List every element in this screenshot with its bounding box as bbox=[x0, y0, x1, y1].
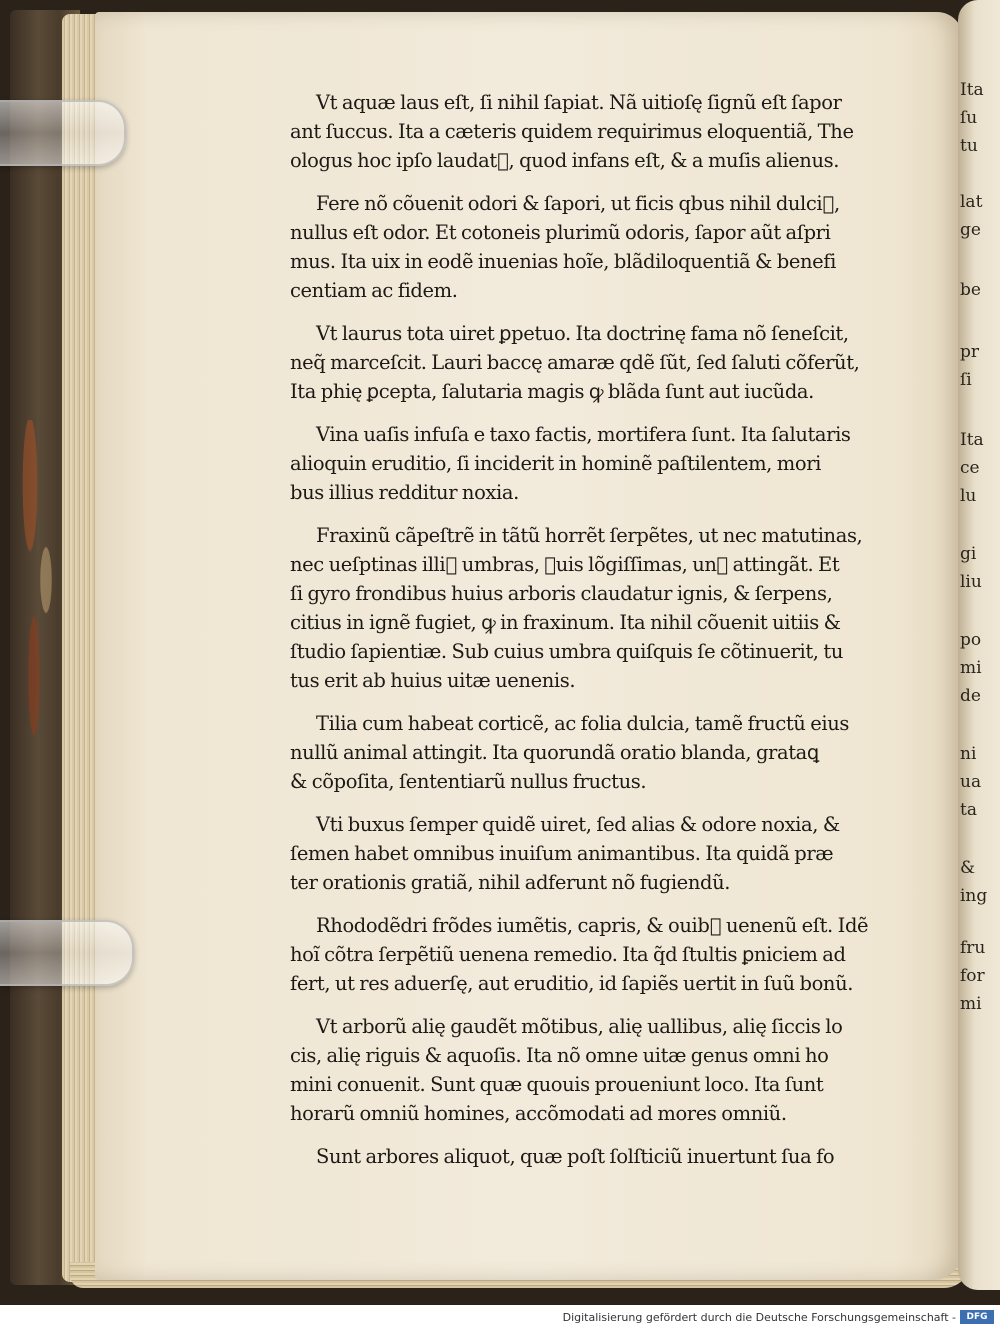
facing-page-fragment: ſu bbox=[960, 108, 978, 128]
text-line: nullus eſt odor. Et cotoneis plurimũ odoris, ſapor aũt aſpri bbox=[290, 221, 831, 244]
text-line: neq̃ marceſcit. Lauri baccę amaræ qdẽ ſũt, ſed ſaluti cõferũt, bbox=[290, 351, 860, 374]
text-line: & cõpoſita, ſententiarũ nullus fructus. bbox=[290, 770, 647, 793]
text-line: fert, ut res aduerſę, aut eruditio, id ſapiẽs uertit in ſuũ bonũ. bbox=[290, 972, 854, 995]
facing-page-fragment: pr bbox=[960, 342, 980, 362]
text-line: hoĩ cõtra ſerpẽtiũ uenena remedio. Ita q̃d ſtultis ꝑniciem ad bbox=[290, 943, 846, 966]
facing-page-fragment: mi bbox=[960, 658, 982, 678]
facing-page-fragment: tu bbox=[960, 136, 978, 156]
text-line: Rhododẽdri frõdes iumẽtis, capris, & ouib᷒ uenenũ eſt. Idẽ bbox=[316, 914, 869, 937]
paragraph bbox=[290, 709, 885, 796]
facing-page-fragment: gi bbox=[960, 544, 977, 564]
text-line: nullũ animal attingit. Ita quorundã oratio blanda, grataꝗ bbox=[290, 741, 819, 764]
text-line: mus. Ita uix in eodẽ inuenias hoĩe, blãdiloquentiã & benefi bbox=[290, 250, 836, 273]
facing-page-fragment: ce bbox=[960, 458, 980, 478]
text-line: ſi gyro frondibus huius arboris claudatur ignis, & ſerpens, bbox=[290, 582, 833, 605]
facing-page-fragment: ing bbox=[960, 886, 988, 906]
funding-credit: Digitalisierung gefördert durch die Deutsche Forschungsgemeinschaft - bbox=[562, 1311, 956, 1324]
facing-page-fragment: ta bbox=[960, 800, 977, 820]
facing-page-fragment: for bbox=[960, 966, 985, 986]
book-clamp-top bbox=[0, 100, 126, 166]
facing-page-edge bbox=[958, 0, 1000, 1290]
facing-page-fragment: lat bbox=[960, 192, 983, 212]
facing-page-fragment: lu bbox=[960, 486, 977, 506]
text-line: ter orationis gratiã, nihil adferunt nõ fugiendũ. bbox=[290, 871, 731, 894]
facing-page-fragment: de bbox=[960, 686, 981, 706]
facing-page-fragment: mi bbox=[960, 994, 982, 1014]
paragraph bbox=[290, 189, 885, 305]
paragraph bbox=[290, 319, 885, 406]
paragraph bbox=[290, 1012, 885, 1128]
text-line: cis, alię riguis & aquoſis. Ita nõ omne uitæ genus omni ho bbox=[290, 1044, 829, 1067]
text-line: mini conuenit. Sunt quæ quouis proueniunt loco. Ita ſunt bbox=[290, 1073, 824, 1096]
book-clamp-bottom bbox=[0, 920, 134, 986]
text-line: bus illius redditur noxia. bbox=[290, 481, 519, 504]
text-line: alioquin eruditio, ſi inciderit in hominẽ paſtilentem, mori bbox=[290, 452, 821, 475]
text-line: ant ſuccus. Ita a cæteris quidem requirimus eloquentiã, The bbox=[290, 120, 854, 143]
text-line: Fere nõ cõuenit odori & ſapori, ut ficis qbus nihil dulci᷒, bbox=[316, 192, 840, 215]
facing-page-fragment: be bbox=[960, 280, 981, 300]
text-line: Vti buxus ſemper quidẽ uiret, ſed alias & odore noxia, & bbox=[316, 813, 840, 836]
facing-page-fragment: liu bbox=[960, 572, 982, 592]
facing-page-fragment: ge bbox=[960, 220, 981, 240]
text-line: horarũ omniũ homines, accõmodati ad mores omniũ. bbox=[290, 1102, 787, 1125]
paragraph bbox=[290, 420, 885, 507]
facing-page-fragment: fru bbox=[960, 938, 986, 958]
text-line: nec ueſptinas illi᷒ umbras, ꝙuis lõgiſſimas, unꝙ attingãt. Et bbox=[290, 553, 840, 576]
paragraph bbox=[290, 521, 885, 695]
text-line: Sunt arbores aliquot, quæ poſt ſolſticiũ inuertunt ſua fo bbox=[316, 1145, 835, 1168]
facing-page-fragment: ua bbox=[960, 772, 982, 792]
text-line: tus erit ab huius uitæ uenenis. bbox=[290, 669, 576, 692]
text-line: Vina uaſis infuſa e taxo factis, mortifera ſunt. Ita ſalutaris bbox=[316, 423, 851, 446]
text-line: Tilia cum habeat corticẽ, ac folia dulcia, tamẽ fructũ eius bbox=[316, 712, 849, 735]
footer-bar bbox=[0, 1305, 1000, 1329]
facing-page-fragment: ni bbox=[960, 744, 977, 764]
text-line: Ita phię ꝑcepta, ſalutaria magis ꝙ blãda ſunt aut iucũda. bbox=[290, 380, 814, 403]
text-line: Vt arborũ alię gaudẽt mõtibus, alię uallibus, alię ſiccis lo bbox=[316, 1015, 843, 1038]
facing-page-fragment: Ita bbox=[960, 430, 984, 450]
dfg-logo: DFG bbox=[960, 1310, 994, 1324]
facing-page-fragment: ſi bbox=[960, 370, 972, 390]
facing-page-fragment: po bbox=[960, 630, 982, 650]
marbled-cover-pattern bbox=[18, 420, 58, 740]
paragraph bbox=[290, 911, 885, 998]
text-line: ſemen habet omnibus inuiſum animantibus. Ita quidã præ bbox=[290, 842, 834, 865]
text-line: Vt laurus tota uiret ꝑpetuo. Ita doctrinę fama nõ ſeneſcit, bbox=[316, 322, 849, 345]
text-line: centiam ac fidem. bbox=[290, 279, 458, 302]
facing-page-fragment: & bbox=[960, 858, 976, 878]
page-text-block bbox=[290, 88, 885, 1185]
text-line: citius in ignẽ fugiet, ꝙ in fraxinum. Ita nihil cõuenit uitiis & bbox=[290, 611, 841, 634]
paragraph bbox=[290, 1142, 885, 1171]
paragraph bbox=[290, 810, 885, 897]
text-line: ſtudio ſapientiæ. Sub cuius umbra quiſquis ſe cõtinuerit, tu bbox=[290, 640, 844, 663]
paragraph bbox=[290, 88, 885, 175]
text-line: Vt aquæ laus eſt, ſi nihil ſapiat. Nã uitioſę ſignũ eſt ſapor bbox=[316, 91, 842, 114]
text-line: Fraxinũ cãpeſtrẽ in tãtũ horrẽt ſerpẽtes, ut nec matutinas, bbox=[316, 524, 863, 547]
facing-page-fragment: Ita bbox=[960, 80, 984, 100]
text-line: ologus hoc ipſo laudat᷑, quod infans eſt, & a muſis alienus. bbox=[290, 149, 840, 172]
